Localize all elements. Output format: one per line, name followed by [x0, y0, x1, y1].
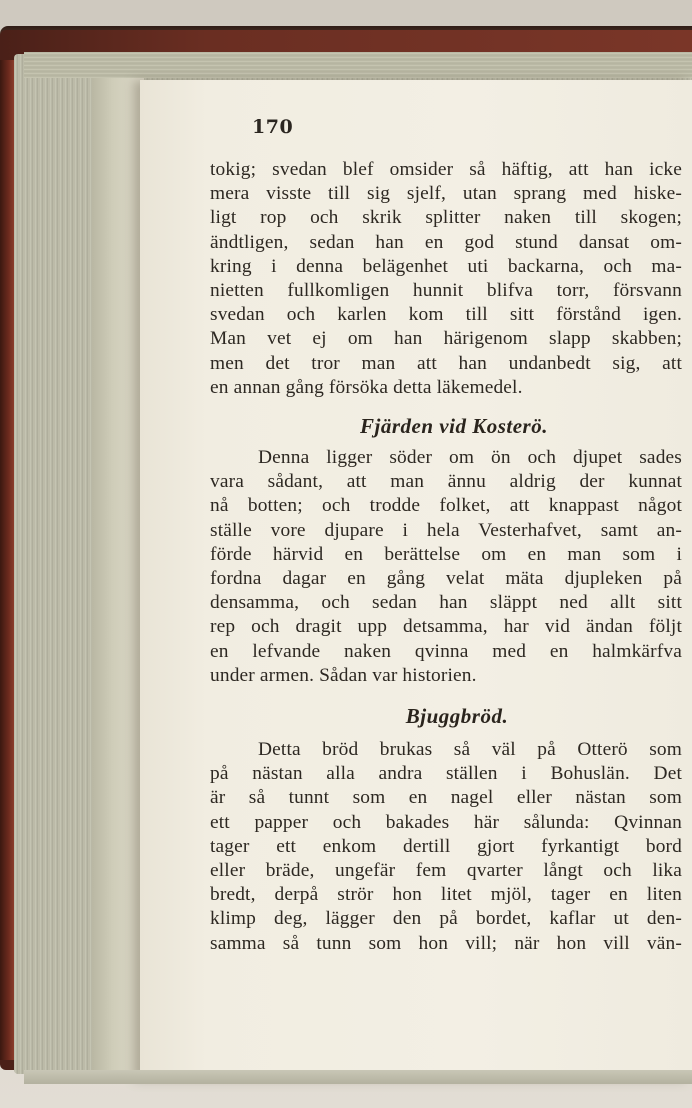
text-line: kring i denna belägenhet uti backarna, och ma-: [210, 255, 682, 277]
text-line: tager ett enkom dertill gjort fyrkantigt bord: [210, 835, 682, 857]
text-line: nå botten; och trodde folket, att knappast något: [210, 495, 682, 517]
text-line: vara sådant, att man ännu aldrig der kunnat: [210, 471, 682, 493]
text-line: men det tror man att han undanbedt sig, att: [210, 352, 682, 374]
text-line: bredt, derpå strör hon litet mjöl, tager en liten: [210, 884, 682, 906]
text-line: rep och dragit upp detsamma, har vid ändan följt: [210, 616, 682, 638]
text-line: Man vet ej om han härigenom slapp skabben;: [210, 328, 682, 350]
text-line: nietten fullkomligen hunnit blifva torr, försvann: [210, 280, 682, 302]
section-intro: [210, 158, 682, 400]
text-line: ligt rop och skrik splitter naken till skogen;: [210, 207, 682, 229]
section-heading: Fjärden vid Kosterö.: [360, 414, 548, 439]
text-line: Denna ligger söder om ön och djupet sades: [258, 447, 682, 469]
text-line: Detta bröd brukas så väl på Otterö som: [258, 739, 682, 761]
text-line: fordna dagar en gång velat mäta djupleken på: [210, 568, 682, 590]
text-line: eller bräde, ungefär fem qvarter långt och lika: [210, 860, 682, 882]
page-text: [210, 158, 682, 956]
section-fjarden: [210, 446, 682, 688]
section-heading: Bjuggbröd.: [405, 704, 509, 729]
text-line: under armen. Sådan var historien.: [210, 664, 477, 686]
text-line: är så tunnt som en nagel eller nästan som: [210, 787, 682, 809]
text-line: en annan gång försöka detta läkemedel.: [210, 376, 523, 398]
section-bjuggbrod: [210, 738, 682, 956]
text-line: på nästan alla andra ställen i Bohuslän. Det: [210, 763, 682, 785]
text-line: ställe vore djupare i hela Vesterhafvet, samt an-: [210, 519, 682, 541]
text-line: tokig; svedan blef omsider så häftig, att han icke: [210, 159, 682, 180]
text-line: en lefvande naken qvinna med en halmkärfva: [210, 640, 682, 662]
text-line: samma så tunn som hon vill; när hon vill vän-: [210, 932, 682, 954]
text-line: densamma, och sedan han släppt ned allt sitt: [210, 592, 682, 614]
text-line: ett papper och bakades här sålunda: Qvinnan: [210, 811, 682, 833]
text-line: klimp deg, lägger den på bordet, kaflar ut den-: [210, 908, 682, 930]
page-gutter: [92, 78, 144, 1080]
text-line: mera visste till sig sjelf, utan sprang med hiske-: [210, 183, 682, 205]
page-edges-top: [24, 52, 692, 78]
page-number: 170: [252, 116, 294, 138]
text-line: förde härvid en berättelse om en man som i: [210, 543, 682, 565]
book-spine: [0, 60, 14, 1060]
text-line: svedan och karlen kom till sitt förstånd igen.: [210, 304, 682, 326]
text-line: ändtligen, sedan han en god stund dansat om-: [210, 231, 682, 253]
page-edges-bottom: [24, 1070, 692, 1084]
